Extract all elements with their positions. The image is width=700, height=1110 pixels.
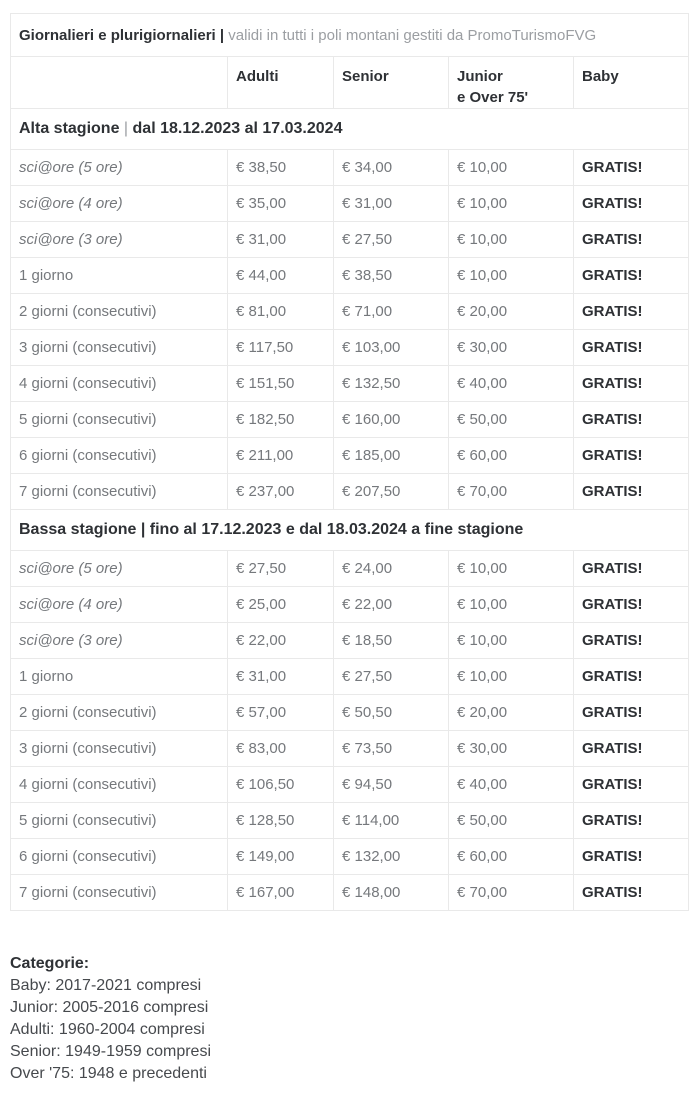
price-junior: € 70,00 — [449, 875, 574, 911]
price-junior: € 10,00 — [449, 222, 574, 258]
category-item-over75: Over '75: 1948 e precedenti — [10, 1065, 207, 1082]
price-adulti: € 27,50 — [228, 551, 334, 587]
table-subtitle: validi in tutti i poli montani gestiti da PromoTurismoFVG — [228, 26, 597, 44]
price-row — [11, 839, 689, 875]
season-name: Alta stagione — [19, 120, 120, 137]
ticket-type-label: sci@ore (5 ore) — [11, 551, 228, 587]
price-baby: GRATIS! — [574, 294, 689, 330]
price-adulti: € 31,00 — [228, 659, 334, 695]
price-baby: GRATIS! — [574, 222, 689, 258]
category-item-junior: Junior: 2005-2016 compresi — [10, 999, 209, 1016]
season-header-row — [11, 510, 689, 551]
price-adulti: € 167,00 — [228, 875, 334, 911]
price-row — [11, 623, 689, 659]
price-baby: GRATIS! — [574, 839, 689, 875]
price-senior: € 94,50 — [334, 767, 449, 803]
price-senior: € 71,00 — [334, 294, 449, 330]
price-adulti: € 128,50 — [228, 803, 334, 839]
price-baby: GRATIS! — [574, 366, 689, 402]
price-baby: GRATIS! — [574, 330, 689, 366]
price-row — [11, 474, 689, 510]
price-adulti: € 38,50 — [228, 150, 334, 186]
price-row — [11, 587, 689, 623]
price-senior: € 114,00 — [334, 803, 449, 839]
price-baby: GRATIS! — [574, 402, 689, 438]
ticket-type-label: sci@ore (3 ore) — [11, 623, 228, 659]
season-dates: fino al 17.12.2023 e dal 18.03.2024 a fine stagione — [149, 521, 524, 538]
price-junior: € 10,00 — [449, 186, 574, 222]
price-junior: € 20,00 — [449, 695, 574, 731]
price-table-body — [11, 109, 689, 911]
ticket-type-label: 2 giorni (consecutivi) — [11, 695, 228, 731]
ticket-type-label: 5 giorni (consecutivi) — [11, 402, 228, 438]
price-junior: € 10,00 — [449, 623, 574, 659]
price-junior: € 30,00 — [449, 330, 574, 366]
ticket-type-label: 5 giorni (consecutivi) — [11, 803, 228, 839]
price-senior: € 38,50 — [334, 258, 449, 294]
ticket-type-label: 7 giorni (consecutivi) — [11, 875, 228, 911]
category-item-adulti: Adulti: 1960-2004 compresi — [10, 1021, 205, 1038]
price-senior: € 185,00 — [334, 438, 449, 474]
price-row — [11, 186, 689, 222]
categories-section — [10, 953, 688, 1085]
price-baby: GRATIS! — [574, 474, 689, 510]
price-adulti: € 57,00 — [228, 695, 334, 731]
price-senior: € 18,50 — [334, 623, 449, 659]
ticket-type-label: sci@ore (4 ore) — [11, 587, 228, 623]
price-adulti: € 81,00 — [228, 294, 334, 330]
price-senior: € 50,50 — [334, 695, 449, 731]
price-baby: GRATIS! — [574, 695, 689, 731]
column-header-baby — [574, 57, 689, 109]
price-row — [11, 150, 689, 186]
price-row — [11, 875, 689, 911]
column-header-junior-label: Junior — [457, 68, 503, 85]
ticket-type-label: 1 giorno — [11, 659, 228, 695]
price-junior: € 10,00 — [449, 258, 574, 294]
price-senior: € 34,00 — [334, 150, 449, 186]
price-junior: € 30,00 — [449, 731, 574, 767]
price-adulti: € 149,00 — [228, 839, 334, 875]
table-title-row — [11, 14, 689, 57]
price-baby: GRATIS! — [574, 731, 689, 767]
ticket-type-label: 3 giorni (consecutivi) — [11, 731, 228, 767]
price-adulti: € 22,00 — [228, 623, 334, 659]
price-adulti: € 106,50 — [228, 767, 334, 803]
ticket-type-label: 6 giorni (consecutivi) — [11, 839, 228, 875]
ticket-type-label: 6 giorni (consecutivi) — [11, 438, 228, 474]
price-senior: € 27,50 — [334, 659, 449, 695]
ticket-type-label: sci@ore (3 ore) — [11, 222, 228, 258]
price-adulti: € 83,00 — [228, 731, 334, 767]
price-row — [11, 803, 689, 839]
price-baby: GRATIS! — [574, 587, 689, 623]
season-separator: | — [119, 120, 133, 137]
price-baby: GRATIS! — [574, 551, 689, 587]
price-junior: € 60,00 — [449, 438, 574, 474]
season-title-cell — [11, 510, 689, 551]
column-header-adulti-label: Adulti — [236, 68, 279, 85]
price-baby: GRATIS! — [574, 767, 689, 803]
price-junior: € 60,00 — [449, 839, 574, 875]
ticket-type-label: 2 giorni (consecutivi) — [11, 294, 228, 330]
price-senior: € 24,00 — [334, 551, 449, 587]
price-row — [11, 330, 689, 366]
price-baby: GRATIS! — [574, 659, 689, 695]
table-title-cell — [11, 14, 689, 57]
price-row — [11, 731, 689, 767]
price-senior: € 22,00 — [334, 587, 449, 623]
column-header-senior — [334, 57, 449, 109]
price-senior: € 27,50 — [334, 222, 449, 258]
price-adulti: € 151,50 — [228, 366, 334, 402]
ticket-type-label: sci@ore (5 ore) — [11, 150, 228, 186]
price-junior: € 40,00 — [449, 366, 574, 402]
column-header-row — [11, 57, 689, 109]
price-adulti: € 182,50 — [228, 402, 334, 438]
ticket-type-label: 4 giorni (consecutivi) — [11, 366, 228, 402]
price-baby: GRATIS! — [574, 803, 689, 839]
column-header-empty — [11, 57, 228, 109]
categories-heading: Categorie: — [10, 955, 90, 972]
table-title-separator: | — [219, 26, 225, 44]
price-junior: € 20,00 — [449, 294, 574, 330]
price-baby: GRATIS! — [574, 150, 689, 186]
price-adulti: € 237,00 — [228, 474, 334, 510]
price-senior: € 103,00 — [334, 330, 449, 366]
price-adulti: € 44,00 — [228, 258, 334, 294]
price-senior: € 132,50 — [334, 366, 449, 402]
price-row — [11, 258, 689, 294]
season-separator: | — [136, 521, 150, 538]
price-senior: € 160,00 — [334, 402, 449, 438]
price-junior: € 50,00 — [449, 402, 574, 438]
price-adulti: € 35,00 — [228, 186, 334, 222]
price-baby: GRATIS! — [574, 875, 689, 911]
column-header-junior-label2: e Over 75' — [457, 89, 529, 106]
price-junior: € 10,00 — [449, 659, 574, 695]
ticket-type-label: 1 giorno — [11, 258, 228, 294]
price-junior: € 10,00 — [449, 587, 574, 623]
price-adulti: € 25,00 — [228, 587, 334, 623]
price-table — [10, 13, 689, 911]
price-row — [11, 767, 689, 803]
price-baby: GRATIS! — [574, 186, 689, 222]
category-item-senior: Senior: 1949-1959 compresi — [10, 1043, 212, 1060]
ticket-type-label: sci@ore (4 ore) — [11, 186, 228, 222]
price-row — [11, 402, 689, 438]
price-junior: € 10,00 — [449, 551, 574, 587]
price-adulti: € 117,50 — [228, 330, 334, 366]
price-row — [11, 222, 689, 258]
price-junior: € 10,00 — [449, 150, 574, 186]
price-row — [11, 695, 689, 731]
season-dates: dal 18.12.2023 al 17.03.2024 — [132, 120, 343, 137]
price-senior: € 207,50 — [334, 474, 449, 510]
season-name: Bassa stagione — [19, 521, 137, 538]
price-row — [11, 294, 689, 330]
price-senior: € 31,00 — [334, 186, 449, 222]
price-adulti: € 31,00 — [228, 222, 334, 258]
price-senior: € 132,00 — [334, 839, 449, 875]
price-junior: € 50,00 — [449, 803, 574, 839]
season-title-cell — [11, 109, 689, 150]
column-header-baby-label: Baby — [582, 68, 619, 85]
ticket-type-label: 7 giorni (consecutivi) — [11, 474, 228, 510]
price-baby: GRATIS! — [574, 258, 689, 294]
column-header-adulti — [228, 57, 334, 109]
price-junior: € 40,00 — [449, 767, 574, 803]
column-header-senior-label: Senior — [342, 68, 389, 85]
column-header-junior — [449, 57, 574, 109]
season-header-row — [11, 109, 689, 150]
price-row — [11, 366, 689, 402]
category-item-baby: Baby: 2017-2021 compresi — [10, 977, 202, 994]
table-title: Giornalieri e plurigiornalieri — [19, 26, 216, 44]
ticket-type-label: 3 giorni (consecutivi) — [11, 330, 228, 366]
price-baby: GRATIS! — [574, 438, 689, 474]
price-row — [11, 438, 689, 474]
ticket-type-label: 4 giorni (consecutivi) — [11, 767, 228, 803]
price-row — [11, 659, 689, 695]
price-senior: € 73,50 — [334, 731, 449, 767]
price-senior: € 148,00 — [334, 875, 449, 911]
price-junior: € 70,00 — [449, 474, 574, 510]
price-adulti: € 211,00 — [228, 438, 334, 474]
price-baby: GRATIS! — [574, 623, 689, 659]
price-row — [11, 551, 689, 587]
